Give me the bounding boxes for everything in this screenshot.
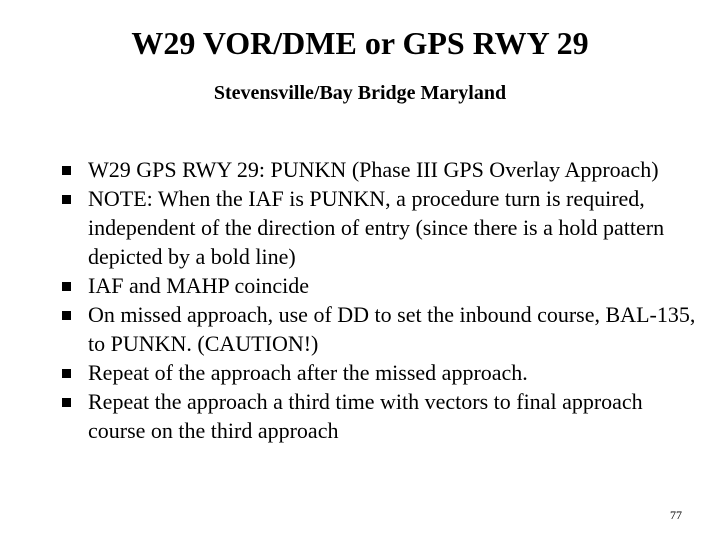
- bullet-item: [62, 358, 702, 387]
- square-bullet-icon: [62, 166, 71, 175]
- bullet-list: [62, 155, 702, 445]
- bullet-text: Repeat the approach a third time with vectors to final approach course on the third approach: [88, 389, 643, 443]
- square-bullet-icon: [62, 398, 71, 407]
- page-number: 77: [670, 508, 682, 522]
- bullet-item: [62, 387, 702, 445]
- bullet-text: NOTE: When the IAF is PUNKN, a procedure turn is required, independent of the direction of entry (since there is a hold pattern depicted by a bold line): [88, 186, 665, 269]
- slide-subtitle: Stevensville/Bay Bridge Maryland: [213, 82, 507, 104]
- bullet-item: [62, 155, 702, 184]
- square-bullet-icon: [62, 282, 71, 291]
- square-bullet-icon: [62, 195, 71, 204]
- slide-title: W29 VOR/DME or GPS RWY 29: [131, 25, 589, 61]
- bullet-item: [62, 271, 702, 300]
- square-bullet-icon: [62, 369, 71, 378]
- bullet-text: On missed approach, use of DD to set the inbound course, BAL-135, to PUNKN. (CAUTION!): [88, 302, 696, 356]
- square-bullet-icon: [62, 311, 71, 320]
- bullet-text: W29 GPS RWY 29: PUNKN (Phase III GPS Overlay Approach): [88, 157, 659, 182]
- bullet-text: IAF and MAHP coincide: [88, 273, 309, 298]
- bullet-text: Repeat of the approach after the missed approach.: [88, 360, 528, 385]
- bullet-item: [62, 184, 702, 271]
- bullet-item: [62, 300, 702, 358]
